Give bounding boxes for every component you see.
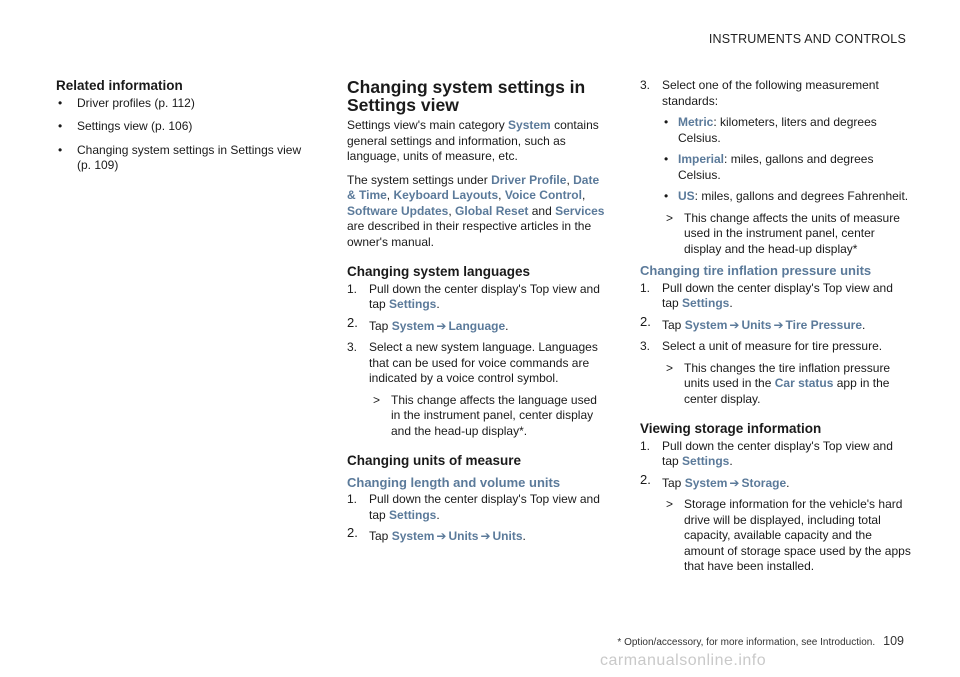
step-2: 2. Tap System ➔ Units ➔ Units. xyxy=(347,525,526,543)
page-number: 109 xyxy=(883,634,904,648)
step-3: 3. Select one of the following measurement standards: xyxy=(640,78,879,108)
related-item[interactable]: • Changing system settings in Settings view (p. 109) xyxy=(58,142,302,172)
tire-pressure-heading: Changing tire inflation pressure units xyxy=(640,263,872,278)
bullet-icon: • xyxy=(664,152,669,166)
bullet-icon: • xyxy=(664,189,669,203)
system-term: System xyxy=(508,118,551,132)
result-marker-icon: > xyxy=(666,210,674,225)
arrow-right-icon: ➔ xyxy=(729,317,740,332)
arrow-right-icon: ➔ xyxy=(773,317,784,332)
arrow-right-icon: ➔ xyxy=(480,529,491,543)
arrow-right-icon: ➔ xyxy=(436,318,447,333)
step-3: 3. Select a unit of measure for tire pressure. xyxy=(640,339,883,353)
result-marker-icon: > xyxy=(666,497,674,511)
option-metric: • Metric: kilometers, liters and degrees Celsius. xyxy=(664,115,877,145)
arrow-right-icon: ➔ xyxy=(729,475,740,490)
result-marker-icon: > xyxy=(666,360,674,375)
option-us: • US: miles, gallons and degrees Fahrenheit. xyxy=(664,189,909,203)
step-3-result: > This changes the tire inflation pressure units used in the Car status app in the center display. xyxy=(666,360,891,406)
languages-heading: Changing system languages xyxy=(347,264,531,279)
step-3-result: > This change affects the units of measure used in the instrument panel, center display and the head-up display* xyxy=(666,210,900,256)
right-column xyxy=(640,78,912,581)
related-item[interactable]: • Settings view (p. 106) xyxy=(58,119,193,133)
storage-heading: Viewing storage information xyxy=(640,421,822,436)
result-marker-icon: > xyxy=(373,392,381,407)
step-2: 2. Tap System ➔ Units ➔ Tire Pressure. xyxy=(640,313,866,332)
bullet-icon: • xyxy=(664,115,669,129)
step-3-result: > This change affects the language used in the instrument panel, center display and the head-up display*. xyxy=(373,392,597,438)
description-paragraph: The system settings under Driver Profile, Date & Time, Keyboard Layouts, Voice Control, Software Updates, Global Reset and Services are described in their respective articles in the owner's manual. xyxy=(347,172,605,249)
step-1: 1. Pull down the center display's Top view and tap Settings. xyxy=(640,438,893,468)
step-2-result: > Storage information for the vehicle's hard drive will be displayed, including total capacity, available capacity and the amount of storage space used by the apps that have been installed. xyxy=(666,497,911,573)
section-title: Changing system settings in Settings view xyxy=(347,77,586,115)
related-item[interactable]: • Driver profiles (p. 112) xyxy=(58,95,195,110)
arrow-right-icon: ➔ xyxy=(436,529,447,543)
bullet-icon: • xyxy=(58,95,63,110)
option-imperial: • Imperial: miles, gallons and degrees Celsius. xyxy=(664,152,874,182)
step-1: 1. Pull down the center display's Top view and tap Settings. xyxy=(640,280,893,310)
step-2: 2. Tap System ➔ Storage. xyxy=(640,471,790,490)
page-header: INSTRUMENTS AND CONTROLS xyxy=(708,32,906,46)
page-footer xyxy=(617,634,904,648)
step-1: 1. Pull down the center display's Top view and tap Settings. xyxy=(347,492,600,522)
step-3: 3. Select a new system language. Languages that can be used for voice commands are indicated by a voice control symbol. xyxy=(347,340,598,385)
step-1: 1. Pull down the center display's Top view and tap Settings. xyxy=(347,281,600,311)
main-column xyxy=(347,78,609,551)
footnote: * Option/accessory, for more information, see Introduction. xyxy=(617,637,876,648)
related-heading: Related information xyxy=(56,78,183,93)
bullet-icon: • xyxy=(58,142,63,157)
length-volume-heading: Changing length and volume units xyxy=(347,474,561,490)
related-information xyxy=(56,78,306,182)
intro-paragraph: Settings view's main category System contains general settings and information, such as language, units of measure, etc. xyxy=(347,118,599,163)
watermark: carmanualsonline.info xyxy=(600,652,767,669)
step-2: 2. Tap System ➔ Language. xyxy=(347,314,509,333)
units-heading: Changing units of measure xyxy=(347,453,522,468)
bullet-icon: • xyxy=(58,119,63,133)
